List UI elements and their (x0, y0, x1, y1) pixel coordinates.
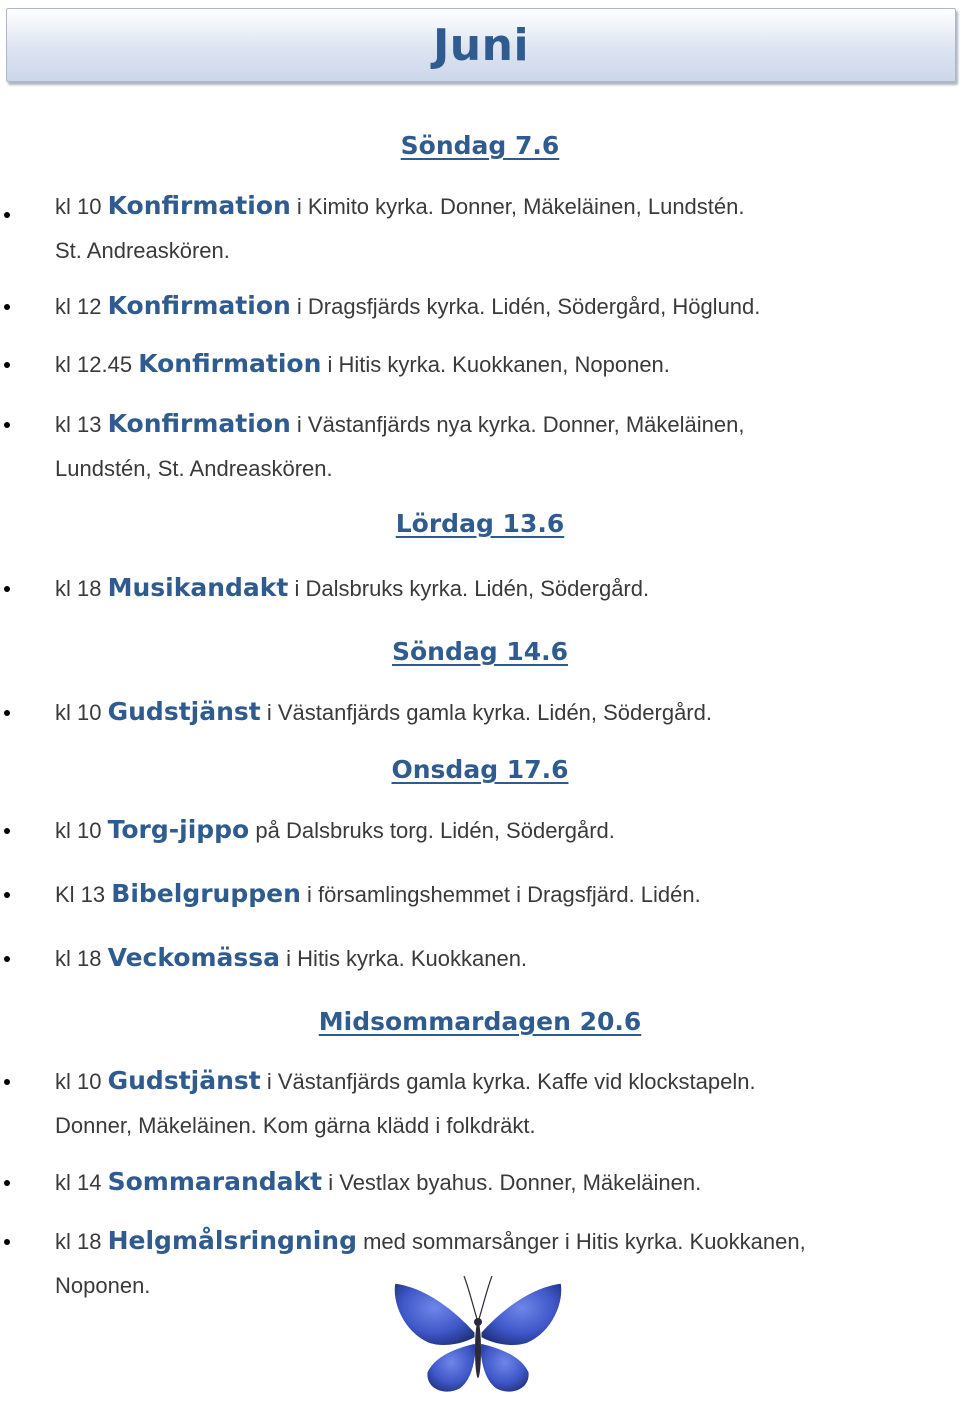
item-event: Konfirmation (107, 291, 291, 320)
item-time: kl 10 (55, 1069, 102, 1094)
bullet-icon (4, 422, 10, 428)
section-heading: Söndag 7.6 (400, 131, 560, 160)
item-details-cont: Donner, Mäkeläinen. Kom gärna klädd i folkdräkt. (55, 1113, 536, 1138)
section-heading: Onsdag 17.6 (391, 755, 569, 784)
item-details: i Dragsfjärds kyrka. Lidén, Södergård, Höglund. (296, 294, 761, 319)
butterfly-icon (388, 1272, 568, 1408)
item-details: i Västanfjärds nya kyrka. Donner, Mäkeläinen, (296, 412, 745, 437)
bullet-icon (4, 362, 10, 368)
item-event: Torg-jippo (107, 815, 250, 844)
item-details-cont: Lundstén, St. Andreaskören. (55, 456, 333, 481)
item-event: Musikandakt (107, 573, 289, 602)
bullet-icon (4, 586, 10, 592)
bullet-icon (4, 1079, 10, 1085)
list-item (55, 566, 905, 611)
bullet-icon (4, 1239, 10, 1245)
page-title-banner (6, 8, 956, 82)
item-time: kl 14 (55, 1170, 102, 1195)
section-heading: Midsommardagen 20.6 (318, 1007, 642, 1036)
item-details: med sommarsånger i Hitis kyrka. Kuokkanen, (363, 1229, 806, 1254)
list-item (55, 402, 905, 491)
list-item (55, 342, 905, 387)
bullet-icon (4, 710, 10, 716)
item-time: Kl 13 (55, 882, 106, 907)
item-time: kl 12.45 (55, 352, 133, 377)
item-details: i Hitis kyrka. Kuokkanen. (286, 946, 528, 971)
list-item (55, 936, 905, 981)
item-event: Helgmålsringning (107, 1226, 357, 1255)
list-item (55, 284, 905, 329)
bullet-icon (4, 892, 10, 898)
item-details: i Dalsbruks kyrka. Lidén, Södergård. (294, 576, 650, 601)
item-event: Gudstjänst (107, 1066, 261, 1095)
item-event: Bibelgruppen (111, 879, 301, 908)
item-event: Veckomässa (107, 943, 281, 972)
item-details: i församlingshemmet i Dragsfjärd. Lidén. (307, 882, 701, 907)
item-time: kl 10 (55, 700, 102, 725)
item-details: i Västanfjärds gamla kyrka. Kaffe vid klockstapeln. (266, 1069, 756, 1094)
item-time: kl 18 (55, 1229, 102, 1254)
list-item (55, 690, 905, 735)
item-details: i Vestlax byahus. Donner, Mäkeläinen. (328, 1170, 702, 1195)
list-item (55, 1059, 905, 1148)
page-title: Juni (432, 19, 530, 71)
bullet-icon (4, 212, 10, 218)
item-event: Sommarandakt (107, 1167, 323, 1196)
item-time: kl 18 (55, 946, 102, 971)
item-time: kl 12 (55, 294, 102, 319)
bullet-icon (4, 304, 10, 310)
item-details-cont: St. Andreaskören. (55, 238, 230, 263)
item-details-cont: Noponen. (55, 1273, 151, 1298)
item-details: i Kimito kyrka. Donner, Mäkeläinen, Lundstén. (296, 194, 745, 219)
item-event: Konfirmation (138, 349, 322, 378)
list-item (55, 1160, 905, 1205)
item-time: kl 13 (55, 412, 102, 437)
item-details: i Västanfjärds gamla kyrka. Lidén, Södergård. (266, 700, 712, 725)
item-details: i Hitis kyrka. Kuokkanen, Noponen. (327, 352, 670, 377)
item-time: kl 18 (55, 576, 102, 601)
item-event: Gudstjänst (107, 697, 261, 726)
bullet-icon (4, 828, 10, 834)
item-time: kl 10 (55, 818, 102, 843)
item-event: Konfirmation (107, 409, 291, 438)
bullet-icon (4, 956, 10, 962)
bullet-icon (4, 1180, 10, 1186)
section-heading: Lördag 13.6 (395, 509, 565, 538)
list-item (55, 184, 905, 273)
section-heading: Söndag 14.6 (391, 637, 569, 666)
item-details: på Dalsbruks torg. Lidén, Södergård. (255, 818, 615, 843)
list-item (55, 808, 905, 853)
list-item (55, 872, 905, 917)
item-event: Konfirmation (107, 191, 291, 220)
item-time: kl 10 (55, 194, 102, 219)
